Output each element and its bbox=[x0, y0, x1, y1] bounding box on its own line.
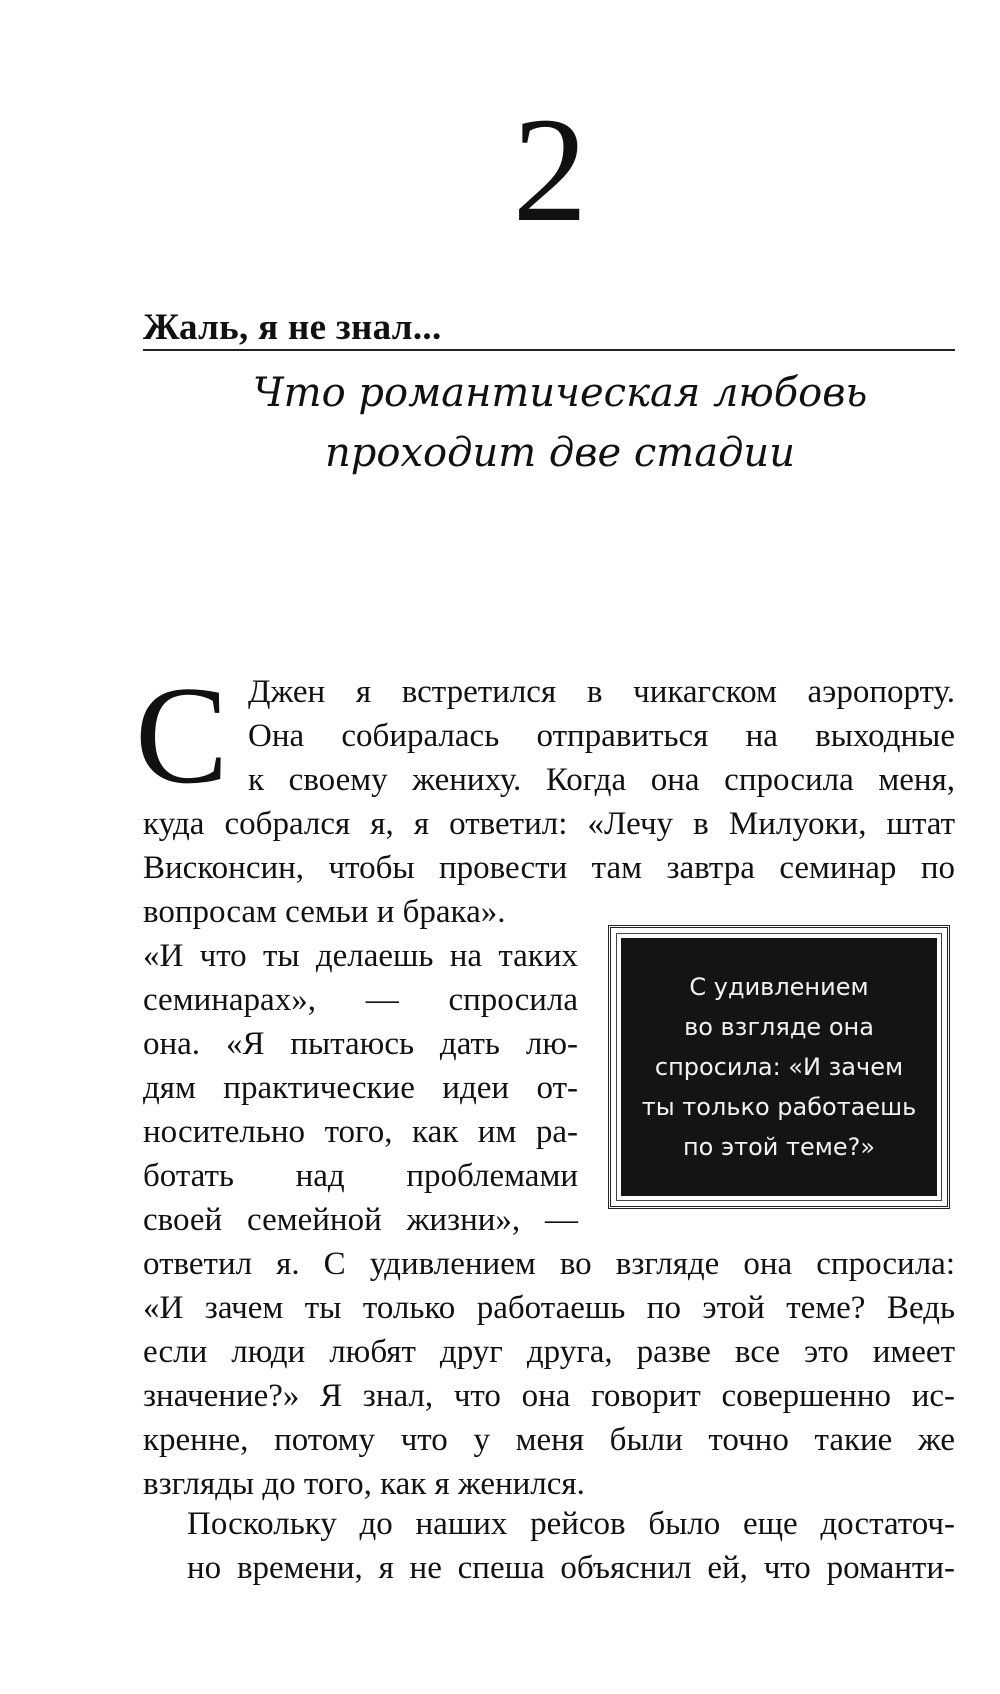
text-line: взгляды до того, как я женился. bbox=[143, 1466, 585, 1502]
text-line: Она собиралась отправиться на выходные bbox=[248, 718, 955, 754]
text-line: Джен я встретился в чикагском аэропорту. bbox=[248, 674, 955, 710]
pullquote-line: спросила: «И зачем bbox=[654, 1053, 904, 1081]
text-line: Висконсин, чтобы провести там завтра семинар по bbox=[143, 850, 955, 886]
pullquote-text bbox=[621, 938, 937, 1196]
text-line: если люди любят друг друга, разве все это имеет bbox=[143, 1334, 955, 1370]
text-line: своей семейной жизни», — bbox=[143, 1202, 578, 1238]
text-line: вопросам семьи и брака». bbox=[143, 894, 506, 930]
text-line: значение?» Я знал, что она говорит совершенно ис- bbox=[143, 1378, 955, 1414]
subtitle-line-2: проходит две стадии bbox=[325, 430, 795, 476]
text-line: носительно того, как им ра- bbox=[143, 1114, 578, 1150]
text-line: семинарах», — спросила bbox=[143, 982, 578, 1018]
chapter-subtitle bbox=[240, 363, 880, 483]
text-line: она. «Я пытаюсь дать лю- bbox=[143, 1026, 578, 1062]
text-line: к своему жениху. Когда она спросила меня, bbox=[248, 762, 955, 798]
text-line: ответил я. С удивлением во взгляде она спросила: bbox=[143, 1246, 955, 1282]
text-line: дям практические идеи от- bbox=[143, 1070, 578, 1106]
heading-rule bbox=[143, 349, 955, 351]
pullquote-line: С удивлением bbox=[689, 973, 869, 1001]
pullquote-box bbox=[608, 925, 950, 1209]
text-line: Поскольку до наших рейсов было еще достаточ- bbox=[187, 1506, 955, 1542]
paragraph-2 bbox=[143, 1502, 955, 1590]
pullquote-line: во взгляде она bbox=[684, 1013, 874, 1041]
text-line: «И что ты делаешь на таких bbox=[143, 938, 578, 974]
section-heading: Жаль, я не знал... bbox=[143, 307, 442, 348]
pullquote-line: ты только работаешь bbox=[641, 1093, 917, 1121]
pullquote-line: по этой теме?» bbox=[682, 1133, 876, 1161]
drop-cap: С bbox=[135, 658, 229, 813]
text-line: кренне, потому что у меня были точно такие же bbox=[143, 1422, 955, 1458]
text-line: ботать над проблемами bbox=[143, 1158, 578, 1194]
text-line: но времени, я не спеша объяснил ей, что романти- bbox=[187, 1550, 955, 1586]
text-line: куда собрался я, я ответил: «Лечу в Милуоки, штат bbox=[143, 806, 955, 842]
chapter-number: 2 bbox=[512, 87, 588, 253]
subtitle-line-1: Что романтическая любовь bbox=[252, 370, 868, 416]
text-line: «И зачем ты только работаешь по этой теме? Ведь bbox=[143, 1290, 955, 1326]
